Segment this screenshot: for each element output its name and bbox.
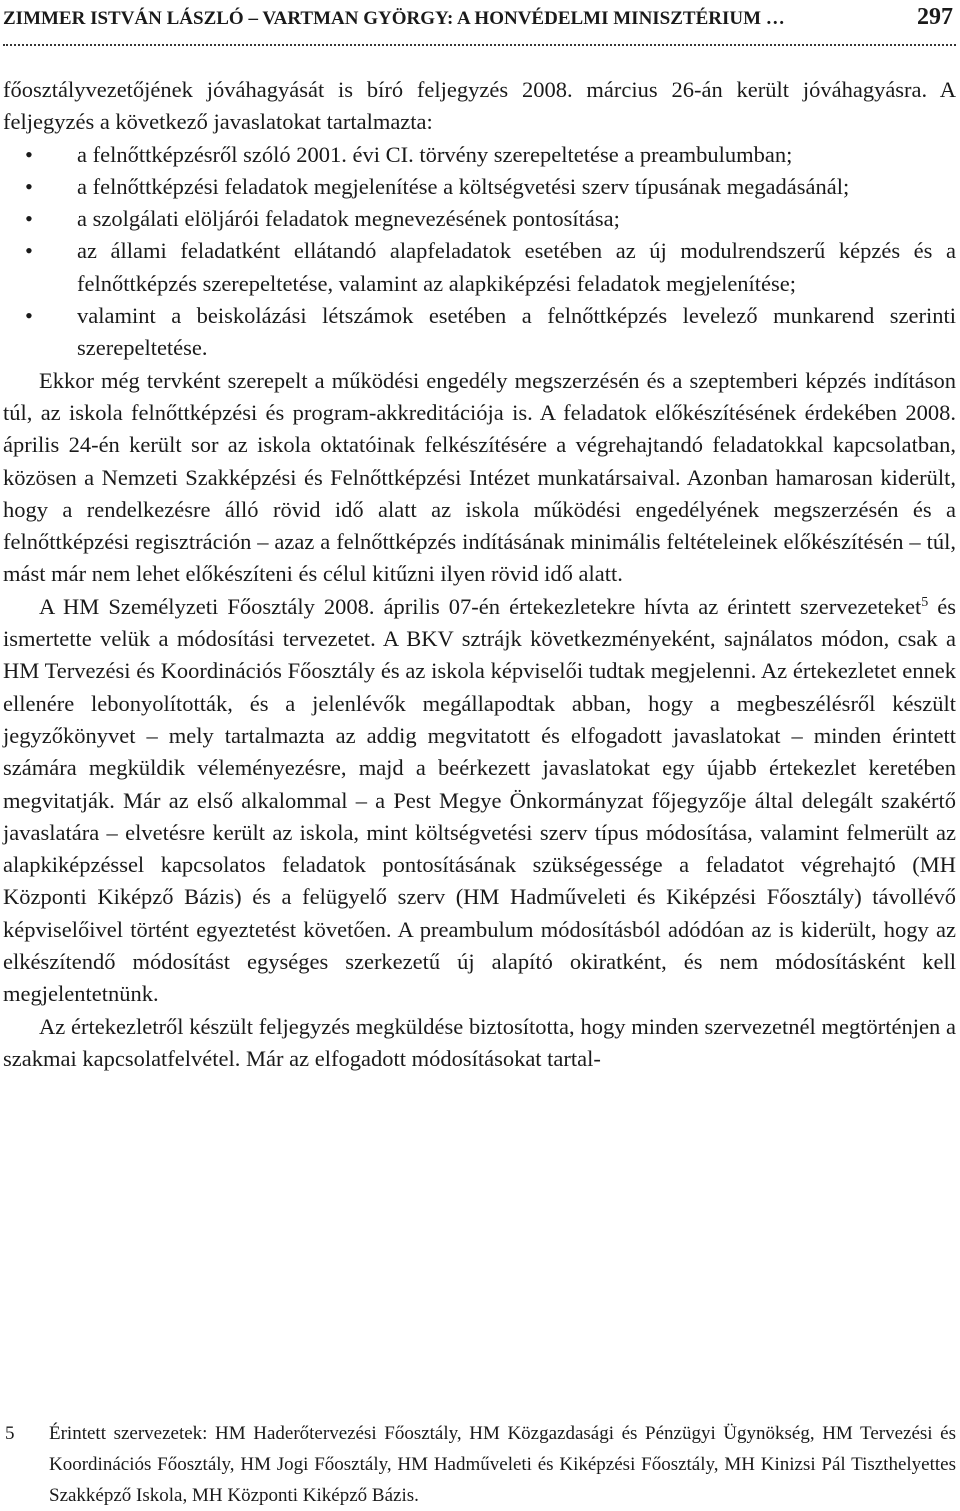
running-header xyxy=(3,4,953,34)
paragraph-meeting-start: A HM Személyzeti Főosztály 2008. április 07-én értekezletekre hívta az érintett szervezeteket xyxy=(39,593,922,619)
bullet-icon: • xyxy=(25,206,33,232)
intro-paragraph: főosztályvezetőjének jóváhagyását is bíró feljegyzés 2008. március 26-án került jóváhagyásra. A feljegyzés a következő javaslatokat tartalmazta: xyxy=(3,77,956,135)
body-text xyxy=(3,74,956,1075)
list-item-text: a felnőttképzésről szóló 2001. évi CI. törvény szerepeltetése a preambulumban; xyxy=(77,141,793,167)
paragraph-meeting-rest: és ismertette velük a módosítási tervezetet. A BKV sztrájk következményeként, sajnálatos módon, csak a HM Tervezési és Koordinációs Főosztály és az iskola képviselői tudtak megjelenni. Az értekezletet ennek ellenére lebonyolították, és a jelenlévők megállapodtak abban, hogy a megbeszélésről készült jegyzőkönyvet – mely tartalmazta az addig megvitatott és elfogadott javaslatokat – minden érintett számára megküldik véleményezésre, majd a beérkezett javaslatokat egy újabb értekezlet keretében megvitatják. Már az első alkalommal – a Pest Megye Önkormányzat főjegyzője által delegált szakértő javaslatára – elvetésre került az iskola, mint költségvetési szerv típus módosítása, valamint felmerült az alapkiképzéssel kapcsolatos feladatok pontosításának szükségessége a feladatot végrehajtó (MH Központi Kiképző Bázis) és a felügyelő szerv (HM Hadműveleti és Kiképzési Főosztály) távollévő képviselőivel történt egyeztetést követően. A preambulum módosításból adódóan az is kiderült, hogy az elkészítendő módosítást egységes szerkezetű új alapító okiratként, és nem módosításként kell megjelentetnünk. xyxy=(3,593,956,1007)
list-item-text: a felnőttképzési feladatok megjelenítése a költségvetési szerv típusának megadásánál; xyxy=(77,173,850,199)
bullet-icon: • xyxy=(25,303,33,329)
list-item xyxy=(25,203,956,235)
page-number: 297 xyxy=(917,4,953,30)
bullet-icon: • xyxy=(25,141,33,167)
paragraph-followup: Az értekezletről készült feljegyzés megküldése biztosította, hogy minden szervezetnél megtörténjen a szakmai kapcsolatfelvétel. Már az elfogadott módosításokat tartal- xyxy=(3,1013,956,1071)
proposal-list xyxy=(3,139,956,365)
list-item xyxy=(25,139,956,171)
footnote-text: Érintett szervezetek: HM Haderőtervezési Főosztály, HM Közgazdasági és Pénzügyi Ügynökség, HM Tervezési és Koordinációs Főosztály, HM Jogi Főosztály, HM Hadműveleti és Kiképzési Főosztály, MH Kinizsi Pál Tiszthelyettes Szakképző Iskola, MH Központi Kiképző Bázis. xyxy=(49,1423,956,1506)
footnote-number: 5 xyxy=(5,1423,15,1444)
paragraph-plans: Ekkor még tervként szerepelt a működési engedély megszerzésén és a szeptemberi képzés indításon túl, az iskola felnőttképzési és program-akkreditációja is. A feladatok előkészítésének érdekében 2008. április 24-én került sor az iskola oktatóinak felkészítésére a végrehajtandó feladatokkal kapcsolatban, közösen a Nemzeti Szakképzési és Felnőttképzési Intézet munkatársaival. Azonban hamarosan kiderült, hogy a rendelkezésre álló rövid idő alatt az iskola működési engedélyének megszerzésén és a felnőttképzési regisztráción – azaz a felnőttképzés indításának minimális feltételeinek előkészítésén – túl, mást már nem lehet előkészíteni és célul kitűzni ilyen rövid idő alatt. xyxy=(3,367,956,587)
header-dotted-rule xyxy=(3,44,956,46)
bullet-icon: • xyxy=(25,238,33,264)
list-item xyxy=(25,300,956,365)
list-item xyxy=(25,235,956,300)
running-title: ZIMMER ISTVÁN LÁSZLÓ – VARTMAN GYÖRGY: A HONVÉDELMI MINISZTÉRIUM … xyxy=(3,8,785,29)
footnote-reference[interactable]: 5 xyxy=(921,594,929,610)
footnote xyxy=(3,1418,956,1511)
paragraph-meeting xyxy=(3,591,956,1011)
list-item-text: az állami feladatként ellátandó alapfeladatok esetében az új modulrendszerű képzés és a felnőttképzés szerepeltetése, valamint az alapkiképzési feladatok megjelenítése; xyxy=(77,238,956,296)
list-item-text: valamint a beiskolázási létszámok esetében a felnőttképzés levelező munkarend szerinti szerepeltetése. xyxy=(77,303,956,361)
list-item xyxy=(25,171,956,203)
bullet-icon: • xyxy=(25,173,33,199)
list-item-text: a szolgálati elöljárói feladatok megnevezésének pontosítása; xyxy=(77,206,620,232)
